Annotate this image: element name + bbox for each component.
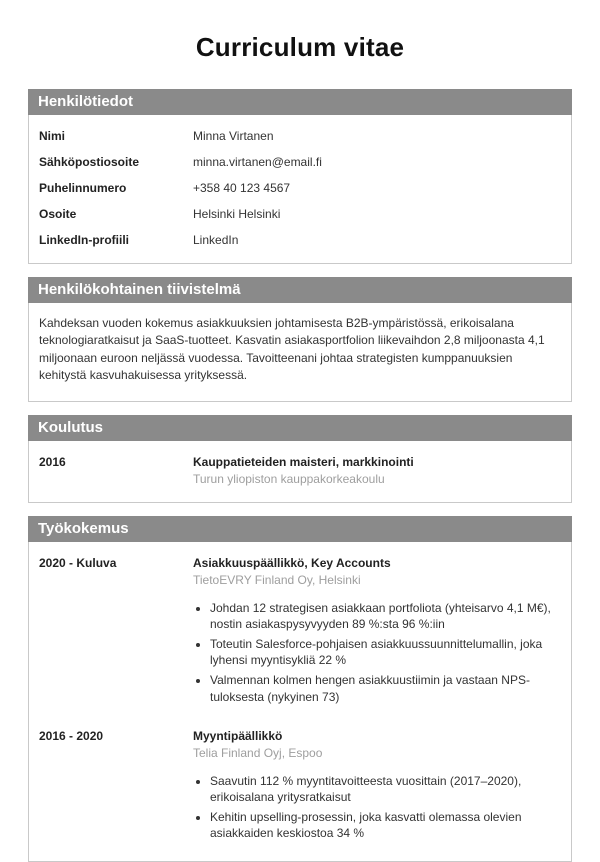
email-label: Sähköpostiosoite — [39, 155, 140, 169]
section-summary — [28, 277, 572, 402]
education-school: Turun yliopiston kauppakorkeakoulu — [193, 471, 385, 486]
experience-period-previous: 2016 - 2020 — [39, 728, 104, 743]
section-experience — [28, 516, 572, 862]
personal-row-address — [39, 201, 561, 227]
personal-row-linkedin — [39, 227, 561, 253]
education-body — [28, 441, 572, 503]
address-label: Osoite — [39, 207, 77, 221]
education-details — [193, 455, 561, 486]
experience-bullet: • Johdan 12 strategisen asiakkaan portfoliota (yhteisarvo 4,1 M€), nostin asiakaspysyvyyden 89 %:sta 96 %:iin — [210, 600, 561, 632]
experience-bullet-list-current — [193, 600, 561, 705]
section-personal-info — [28, 89, 572, 264]
personal-row-phone — [39, 175, 561, 201]
page-title: Curriculum vitae — [195, 32, 405, 62]
personal-row-email — [39, 149, 561, 175]
summary-body — [28, 303, 572, 402]
name-value: Minna Virtanen — [193, 129, 274, 143]
experience-body — [28, 542, 572, 862]
summary-text: Kahdeksan vuoden kokemus asiakkuuksien johtamisesta B2B-ympäristössä, erikoisalana teknologiaratkaisut ja SaaS-tuotteet. Kasvatin asiakasportfolion liikevaihdon 2,8 miljoonasta 4,1 miljoonaan euroon neljässä vuodessa. Tavoitteenani johtaa strategisten kumppanuuksien kehitystä kasvuhakuisessa yrityksessä. — [39, 316, 545, 383]
personal-info-heading: Henkilötiedot — [28, 89, 572, 115]
section-education — [28, 415, 572, 503]
phone-value: +358 40 123 4567 — [193, 181, 291, 195]
linkedin-label: LinkedIn-profiili — [39, 233, 129, 247]
personal-row-name — [39, 123, 561, 149]
experience-company-current: TietoEVRY Finland Oy, Helsinki — [193, 572, 361, 587]
name-label: Nimi — [39, 129, 66, 143]
experience-heading: Työkokemus — [28, 516, 572, 542]
experience-bullet-list-previous — [193, 773, 561, 842]
education-period: 2016 — [39, 454, 66, 469]
experience-bullet: • Valmennan kolmen hengen asiakkuustiimin ja vastaan NPS-tuloksesta (nykyinen 73) — [210, 672, 561, 704]
summary-heading: Henkilökohtainen tiivistelmä — [28, 277, 572, 303]
education-degree: Kauppatieteiden maisteri, markkinointi — [193, 454, 414, 469]
experience-bullet: • Kehitin upselling-prosessin, joka kasvatti olemassa olevien asiakkaiden keskiostoa 34 % — [210, 809, 561, 841]
email-value: minna.virtanen@email.fi — [193, 155, 322, 169]
experience-company-previous: Telia Finland Oyj, Espoo — [193, 745, 323, 760]
experience-details-current — [193, 556, 561, 709]
experience-bullet: • Saavutin 112 % myyntitavoitteesta vuosittain (2017–2020), erikoisalana yritysratkaisut — [210, 773, 561, 805]
experience-bullet: • Toteutin Salesforce-pohjaisen asiakkuussuunnittelumallin, joka lyhensi myyntisykliä 22 % — [210, 636, 561, 668]
personal-info-body — [28, 115, 572, 264]
education-entry — [39, 449, 561, 492]
experience-entry-current — [39, 550, 561, 715]
address-value: Helsinki Helsinki — [193, 207, 281, 221]
phone-label: Puhelinnumero — [39, 181, 127, 195]
experience-period-current: 2020 - Kuluva — [39, 555, 117, 570]
linkedin-value: LinkedIn — [193, 233, 239, 247]
experience-entry-previous — [39, 723, 561, 852]
experience-role-previous: Myyntipäällikkö — [193, 728, 283, 743]
education-heading: Koulutus — [28, 415, 572, 441]
experience-role-current: Asiakkuuspäällikkö, Key Accounts — [193, 555, 391, 570]
experience-details-previous — [193, 729, 561, 846]
